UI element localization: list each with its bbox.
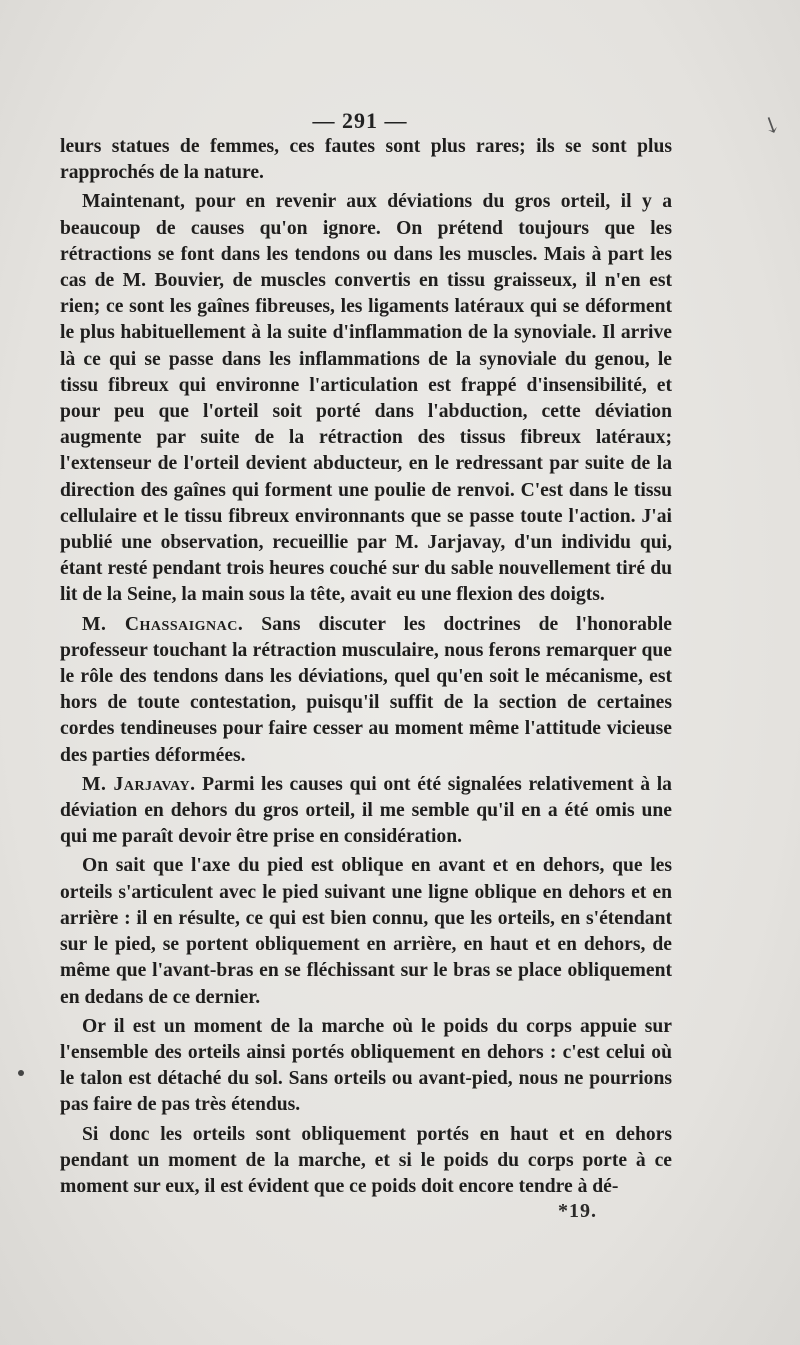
paragraph bbox=[60, 612, 672, 769]
paragraph: On sait que l'axe du pied est oblique en avant et en dehors, que les orteils s'articulent avec le pied suivant une ligne oblique en dehors et en arrière : il en résulte, ce qui est bien connu, que les orteils, en s'étendant sur le pied, se portent obliquement en arrière, en haut et en dehors, de même que l'avant-bras en se fléchissant sur le bras se place obliquement en dedans de ce dernier. bbox=[60, 855, 672, 1008]
body-text bbox=[60, 134, 672, 1203]
paragraph-text: Sans discuter les doctrines de l'honorable professeur touchant la rétraction musculaire, nous ferons remarquer que le rôle des tendons dans les déviations, quel qu'en soit le mécanisme, est hors de toute contestation, puisqu'il suffit de la section de certaines cordes tendineuses pour faire cesser au moment même l'attitude vicieuse des parties déformées. bbox=[60, 613, 672, 766]
paragraph: leurs statues de femmes, ces fautes sont plus rares; ils se sont plus rapprochés de la nature. bbox=[60, 136, 672, 184]
corner-arrow-mark: ↘ bbox=[757, 109, 786, 140]
paragraph: Maintenant, pour en revenir aux déviations du gros orteil, il y a beaucoup de causes qu'on ignore. On prétend toujours que les rétractions se font dans les tendons ou dans les muscles. Mais à part les cas de M. Bouvier, de muscles convertis en tissu graisseux, il n'en est rien; ce sont les gaînes fibreuses, les ligaments latéraux qui se déforment le plus habituellement à la suite d'inflammation de la synoviale. Il arrive là ce qui se passe dans les inflammations de la synoviale du genou, le tissu fibreux qui environne l'articulation est frappé d'insensibilité, et pour peu que l'orteil soit porté dans l'abduction, cette déviation augmente par suite de la rétraction des tissus fibreux latéraux; l'extenseur de l'orteil devient abducteur, en le redressant par suite de la direction des gaînes qui forment une poulie de renvoi. C'est dans le tissu cellulaire et le tissu fibreux environnants que se passe toute l'action. J'ai publié une observation, recueillie par M. Jarjavay, d'un individu qui, étant resté pendant trois heures couché sur du sable nouvellement tiré du lit de la Seine, la main sous la tête, avait eu une flexion des doigts. bbox=[60, 191, 672, 606]
paragraph bbox=[60, 772, 672, 851]
speaker-name: M. Jarjavay. bbox=[82, 773, 196, 795]
signature-mark: *19. bbox=[558, 1200, 597, 1222]
margin-dot bbox=[18, 1070, 24, 1076]
paragraph: Or il est un moment de la marche où le poids du corps appuie sur l'ensemble des orteils ainsi portés obliquement en dehors : c'est celui où le talon est détaché du sol. Sans orteils ou avant-pied, nous ne pourrions pas faire de pas très étendus. bbox=[60, 1015, 672, 1116]
speaker-name: M. Chassaignac. bbox=[82, 613, 244, 635]
paragraph-text: Parmi les causes qui ont été signalées relativement à la déviation en dehors du gros orteil, il me semble qu'il en a été omis une qui me paraît devoir être prise en considération. bbox=[60, 773, 672, 848]
paragraph: Si donc les orteils sont obliquement portés en haut et en dehors pendant un moment de la marche, et si le poids du corps porte à ce moment sur eux, il est évident que ce poids doit encore tendre à dé- bbox=[60, 1123, 672, 1197]
page-number: — 291 — bbox=[312, 108, 408, 133]
